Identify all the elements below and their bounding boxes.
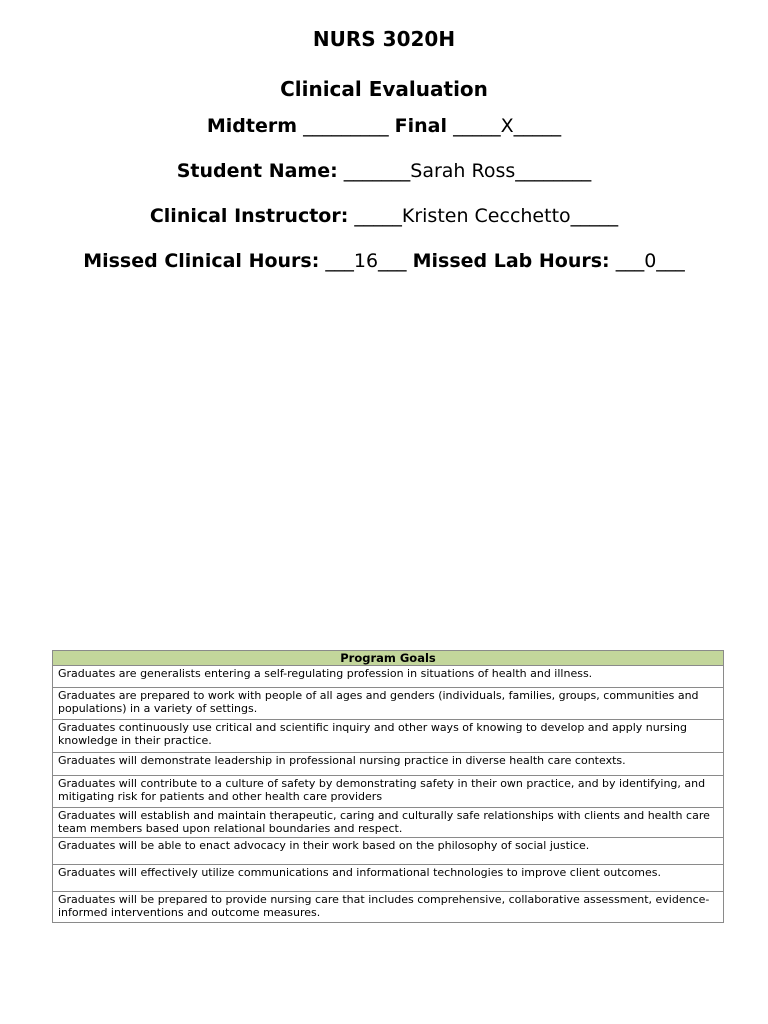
goal-cell: Graduates will establish and maintain therapeutic, caring and culturally safe relationships with clients and health care team members based upon relational boundaries and respect. <box>53 808 724 838</box>
missed-lab-hours-value: ___0___ <box>615 250 685 272</box>
goal-cell: Graduates are generalists entering a self-regulating profession in situations of health and illness. <box>53 666 724 688</box>
goal-cell: Graduates will be prepared to provide nursing care that includes comprehensive, collaborative assessment, evidence-informed interventions and outcome measures. <box>53 892 724 923</box>
midterm-label: Midterm <box>206 115 298 137</box>
table-header-row <box>53 651 724 666</box>
course-code: NURS 3020H <box>312 27 456 51</box>
clinical-instructor-value: _____Kristen Cecchetto_____ <box>354 205 619 227</box>
clinical-instructor-line <box>0 205 768 227</box>
table-row <box>53 892 724 923</box>
goal-cell: Graduates will contribute to a culture of safety by demonstrating safety in their own practice, and by identifying, and mitigating risk for patients and other health care providers <box>53 776 724 808</box>
document-title: Clinical Evaluation <box>280 77 488 101</box>
midterm-value: _________ <box>303 115 389 137</box>
student-name-label: Student Name: <box>176 160 338 182</box>
goal-cell: Graduates continuously use critical and scientific inquiry and other ways of knowing to develop and apply nursing knowledge in their practice. <box>53 720 724 753</box>
goal-cell: Graduates will effectively utilize communications and informational technologies to improve client outcomes. <box>53 865 724 892</box>
program-goals-header: Program Goals <box>53 651 724 666</box>
student-name-line <box>0 160 768 182</box>
table-row <box>53 666 724 688</box>
table-row <box>53 688 724 720</box>
table-row <box>53 838 724 865</box>
missed-clinical-hours-value: ___16___ <box>325 250 407 272</box>
table-row <box>53 720 724 753</box>
final-label: Final <box>394 115 448 137</box>
missed-hours-line <box>0 250 768 272</box>
missed-lab-hours-label: Missed Lab Hours: <box>412 250 610 272</box>
program-goals-table <box>52 650 724 923</box>
student-name-value: _______Sarah Ross________ <box>343 160 592 182</box>
table-row <box>53 808 724 838</box>
evaluation-type-line <box>0 115 768 137</box>
table-row <box>53 776 724 808</box>
goal-cell: Graduates are prepared to work with people of all ages and genders (individuals, families, groups, communities and populations) in a variety of settings. <box>53 688 724 720</box>
goal-cell: Graduates will be able to enact advocacy in their work based on the philosophy of social justice. <box>53 838 724 865</box>
final-value: _____X_____ <box>453 115 562 137</box>
goal-cell: Graduates will demonstrate leadership in professional nursing practice in diverse health care contexts. <box>53 753 724 776</box>
clinical-instructor-label: Clinical Instructor: <box>149 205 349 227</box>
table-row <box>53 865 724 892</box>
missed-clinical-hours-label: Missed Clinical Hours: <box>83 250 320 272</box>
table-row <box>53 753 724 776</box>
